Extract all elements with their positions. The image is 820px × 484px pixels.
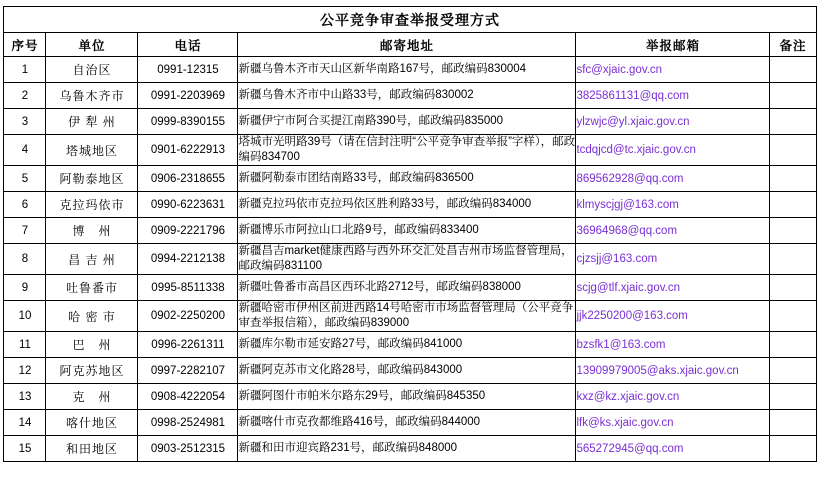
column-header-no: 序号 — [4, 33, 46, 57]
cell-no: 7 — [4, 218, 46, 244]
cell-no: 3 — [4, 109, 46, 135]
table-row — [4, 83, 816, 109]
cell-address: 新疆乌鲁木齐市中山路33号，邮政编码830002 — [238, 83, 576, 109]
column-header-unit: 单位 — [46, 33, 138, 57]
cell-note — [770, 332, 816, 358]
cell-phone: 0997-2282107 — [138, 358, 238, 384]
column-header-note: 备注 — [770, 33, 816, 57]
cell-phone: 0903-2512315 — [138, 436, 238, 462]
cell-no: 12 — [4, 358, 46, 384]
cell-note — [770, 436, 816, 462]
cell-phone: 0901-6222913 — [138, 135, 238, 166]
cell-mail[interactable]: jjk2250200@163.com — [576, 301, 770, 332]
cell-mail[interactable]: 565272945@qq.com — [576, 436, 770, 462]
cell-mail[interactable]: sfc@xjaic.gov.cn — [576, 57, 770, 83]
cell-no: 1 — [4, 57, 46, 83]
cell-phone: 0991-12315 — [138, 57, 238, 83]
cell-unit: 和田地区 — [46, 436, 138, 462]
cell-no: 10 — [4, 301, 46, 332]
cell-mail[interactable]: scjg@tlf.xjaic.gov.cn — [576, 275, 770, 301]
cell-no: 15 — [4, 436, 46, 462]
column-header-phone: 电话 — [138, 33, 238, 57]
cell-no: 9 — [4, 275, 46, 301]
table-row — [4, 166, 816, 192]
cell-note — [770, 358, 816, 384]
cell-unit: 巴 州 — [46, 332, 138, 358]
cell-address: 新疆昌吉market健康西路与西外环交汇处昌吉州市场监督管理局，邮政编码831100 — [238, 244, 576, 275]
table-row — [4, 218, 816, 244]
cell-note — [770, 218, 816, 244]
cell-unit: 乌鲁木齐市 — [46, 83, 138, 109]
cell-no: 11 — [4, 332, 46, 358]
cell-unit: 阿克苏地区 — [46, 358, 138, 384]
cell-mail[interactable]: klmyscjgj@163.com — [576, 192, 770, 218]
cell-phone: 0990-6223631 — [138, 192, 238, 218]
cell-address: 新疆和田市迎宾路231号，邮政编码848000 — [238, 436, 576, 462]
cell-address: 新疆吐鲁番市高昌区西环北路2712号，邮政编码838000 — [238, 275, 576, 301]
cell-note — [770, 384, 816, 410]
table-row — [4, 384, 816, 410]
cell-mail[interactable]: 36964968@qq.com — [576, 218, 770, 244]
cell-no: 13 — [4, 384, 46, 410]
cell-mail[interactable]: ylzwjc@yl.xjaic.gov.cn — [576, 109, 770, 135]
cell-no: 4 — [4, 135, 46, 166]
cell-note — [770, 166, 816, 192]
cell-address: 新疆伊宁市阿合买提江南路390号，邮政编码835000 — [238, 109, 576, 135]
cell-note — [770, 244, 816, 275]
column-header-mail: 举报邮箱 — [576, 33, 770, 57]
page-title: 公平竞争审查举报受理方式 — [4, 7, 816, 33]
cell-address: 新疆阿勒泰市团结南路33号，邮政编码836500 — [238, 166, 576, 192]
cell-mail[interactable]: 869562928@qq.com — [576, 166, 770, 192]
cell-mail[interactable]: lfk@ks.xjaic.gov.cn — [576, 410, 770, 436]
cell-unit: 吐鲁番市 — [46, 275, 138, 301]
cell-no: 14 — [4, 410, 46, 436]
cell-address: 新疆哈密市伊州区前进西路14号哈密市市场监督管理局（公平竞争审查举报信箱），邮政编码839000 — [238, 301, 576, 332]
cell-unit: 塔城地区 — [46, 135, 138, 166]
table-row — [4, 57, 816, 83]
column-header-address: 邮寄地址 — [238, 33, 576, 57]
table-row — [4, 192, 816, 218]
cell-no: 5 — [4, 166, 46, 192]
cell-mail[interactable]: bzsfk1@163.com — [576, 332, 770, 358]
cell-mail[interactable]: tcdqjcd@tc.xjaic.gov.cn — [576, 135, 770, 166]
cell-note — [770, 83, 816, 109]
report-table — [3, 6, 816, 462]
cell-phone: 0906-2318655 — [138, 166, 238, 192]
table-row — [4, 109, 816, 135]
table-row — [4, 275, 816, 301]
table-row — [4, 332, 816, 358]
cell-address: 新疆博乐市阿拉山口北路9号，邮政编码833400 — [238, 218, 576, 244]
cell-address: 新疆喀什市克孜都维路416号，邮政编码844000 — [238, 410, 576, 436]
cell-phone: 0994-2212138 — [138, 244, 238, 275]
cell-note — [770, 410, 816, 436]
cell-unit: 阿勒泰地区 — [46, 166, 138, 192]
cell-note — [770, 109, 816, 135]
cell-phone: 0996-2261311 — [138, 332, 238, 358]
cell-mail[interactable]: kxz@kz.xjaic.gov.cn — [576, 384, 770, 410]
cell-phone: 0995-8511338 — [138, 275, 238, 301]
cell-note — [770, 301, 816, 332]
table-title-row — [4, 7, 816, 33]
cell-unit: 喀什地区 — [46, 410, 138, 436]
cell-note — [770, 192, 816, 218]
cell-no: 8 — [4, 244, 46, 275]
cell-note — [770, 135, 816, 166]
table-row — [4, 436, 816, 462]
cell-unit: 克 州 — [46, 384, 138, 410]
cell-address: 新疆乌鲁木齐市天山区新华南路167号，邮政编码830004 — [238, 57, 576, 83]
cell-unit: 博 州 — [46, 218, 138, 244]
cell-address: 新疆克拉玛依市克拉玛依区胜利路33号，邮政编码834000 — [238, 192, 576, 218]
cell-note — [770, 275, 816, 301]
cell-unit: 昌 吉 州 — [46, 244, 138, 275]
cell-unit: 克拉玛依市 — [46, 192, 138, 218]
table-row — [4, 301, 816, 332]
cell-mail[interactable]: 3825861131@qq.com — [576, 83, 770, 109]
cell-unit: 伊 犁 州 — [46, 109, 138, 135]
cell-phone: 0902-2250200 — [138, 301, 238, 332]
table-row — [4, 135, 816, 166]
cell-phone: 0991-2203969 — [138, 83, 238, 109]
cell-no: 2 — [4, 83, 46, 109]
cell-no: 6 — [4, 192, 46, 218]
cell-address: 新疆阿图什市帕米尔路东29号，邮政编码845350 — [238, 384, 576, 410]
cell-address: 塔城市光明路39号（请在信封注明“公平竞争审查举报”字样），邮政编码834700 — [238, 135, 576, 166]
cell-address: 新疆库尔勒市延安路27号，邮政编码841000 — [238, 332, 576, 358]
table-row — [4, 244, 816, 275]
cell-unit: 自治区 — [46, 57, 138, 83]
cell-phone: 0908-4222054 — [138, 384, 238, 410]
cell-mail[interactable]: cjzsjj@163.com — [576, 244, 770, 275]
cell-phone: 0909-2221796 — [138, 218, 238, 244]
table-row — [4, 410, 816, 436]
table-header-row — [4, 33, 816, 57]
cell-phone: 0999-8390155 — [138, 109, 238, 135]
cell-mail[interactable]: 13909979005@aks.xjaic.gov.cn — [576, 358, 770, 384]
cell-note — [770, 57, 816, 83]
cell-address: 新疆阿克苏市文化路28号，邮政编码843000 — [238, 358, 576, 384]
cell-phone: 0998-2524981 — [138, 410, 238, 436]
table-row — [4, 358, 816, 384]
cell-unit: 哈 密 市 — [46, 301, 138, 332]
